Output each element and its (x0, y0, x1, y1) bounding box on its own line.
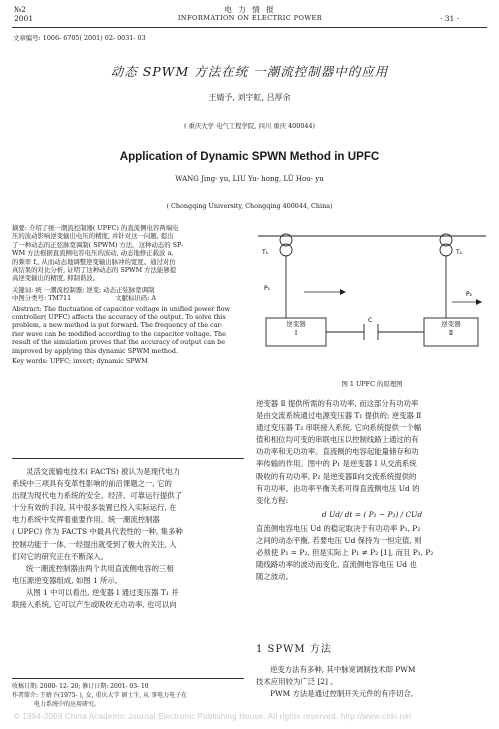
abstract-en-line: problem, a new method is put forward. The frequency of the car- (12, 321, 223, 330)
right-line: 随线路功率的波动而变化, 直流侧电容电压 Ud 也 (256, 560, 417, 570)
intro-line: 电力系统中发挥着重要作用。统一潮流控制器 (12, 515, 160, 525)
abstract-cn-line: 摘要: 介绍了统一潮流控制器( UPFC) 的直流侧电容两端电 (12, 224, 179, 232)
abstract-en-line: Abstract: The fluctuation of capacitor voltage in unified power flow (12, 304, 230, 313)
intro-line: ( UPFC) 作为 FACTS 中最具代表性的一种, 集多种 (12, 527, 183, 537)
right-line: 直流侧电容电压 Ud 的稳定取决于有功功率 P₁, P₂ (256, 523, 421, 533)
intro-line: 十分有效的手段, 其中很多装置已投入实际运行, 在 (12, 503, 177, 513)
section-1-heading: 1 SPWM 方法 (256, 644, 332, 655)
right-line: 率传输的作用。图中的 P₁ 是逆变器 Ⅰ 从交流系统 (256, 459, 417, 469)
section-1-line: 技术应用较为广泛 [2] 。 (256, 677, 338, 687)
footnote-received: 收稿日期: 2000- 12- 20; 修订日期: 2001- 03- 10 (12, 683, 149, 690)
abstract-rule (12, 458, 244, 459)
abstract-cn (12, 224, 244, 366)
right-line: 逆变器 Ⅱ 提供所需的有功功率, 而这部分有功功率 (256, 399, 419, 408)
issue-year: 2001 (14, 14, 34, 23)
right-line: 变化方程: (256, 495, 289, 505)
right-line: 值和相位均可变的串联电压以控制线路上通过的有 (256, 435, 419, 445)
page-number: · 31 · (440, 14, 460, 23)
right-line: 吸收的有功功率, P₂ 是逆变器Ⅱ向交流系统提供的 (256, 471, 417, 481)
clc-number: 中图分类号: TM711 (12, 294, 72, 303)
article-number: 文章编号: 1006- 6705( 2001) 02- 0031- 03 (13, 34, 146, 42)
abstract-cn-line: 真结果的对比分析, 证明了这种动态的 SPWM 方法能够提 (12, 266, 177, 275)
intro-line: 统一潮流控制器由两个共用直流侧电容的三相 (26, 563, 174, 573)
authors-en: WANG Jing- yu, LIU Yu- hong, LÜ Hou- yu (175, 175, 324, 183)
section-1-text (256, 664, 488, 700)
figure-label-inv2: 逆变器 Ⅱ (441, 320, 461, 337)
issue-number: №2 (14, 5, 26, 14)
right-line: 通过变压器 T₂ 串联接入系统, 它向系统提供一个幅 (256, 423, 422, 433)
right-column-text (256, 398, 488, 583)
document-code: 文献标识码: A (115, 294, 157, 303)
abstract-cn-line: 的频率 f,, 从而动态地调整逆变输出脉冲的宽度。通过对仿 (12, 257, 176, 266)
abstract-en-line: controller( UPFC) affects the accuracy of the output. To solve this (12, 313, 226, 322)
right-line: 有功功率。由功率平衡关系可得直流侧电压 Ud 的 (256, 483, 420, 493)
abstract-cn-line: 了一种动态的正弦脉宽调制( SPWM) 方法。这种动态的 SP- (12, 240, 184, 249)
right-line: 是由交流系统通过电源变压器 T₁ 提供的; 逆变器 Ⅱ (256, 411, 422, 421)
intro-line: 灵活交流输电技术( FACTS) 被认为是现代电力 (26, 467, 181, 476)
right-line: 随之波动。 (256, 572, 293, 582)
intro-line: 电压源逆变器组成, 如图 1 所示。 (12, 575, 123, 585)
keywords-cn: 关键词: 统 一潮流控制器; 逆变; 动态正弦脉宽调制 (12, 285, 155, 294)
title-en: Application of Dynamic SPWN Method in UPFC (119, 150, 380, 163)
intro-line: 出现为现代电力系统的安全、经济、可靠运行提供了 (12, 491, 182, 501)
figure-label-t2: T₂ (456, 249, 463, 256)
intro-text (12, 466, 244, 611)
abstract-en-line: rier wave can be modified according to the capacitor voltage. The (12, 329, 226, 338)
figure-label-p2: P₂ (466, 291, 473, 298)
figure-label-p1: P₁ (264, 285, 271, 292)
footnote-author-bio-cont: 电力系统中的应用研究。 (34, 701, 101, 708)
abstract-en-line: result of the simulation proves that the accuracy of output can be (12, 338, 226, 347)
keywords-en: Key words: UPFC; invert; dynamic SPWM (12, 357, 148, 366)
intro-line: 控制功能于一体, 一经提出就受到了极大的关注, 人 (12, 539, 177, 549)
affiliation-en: ( Chongqing University, Chongqing 400044, China) (166, 202, 333, 210)
figure-label-inv1: 逆变器 Ⅰ (286, 320, 306, 337)
abstract-cn-line: 压的波动影响逆变输出电压的精度, 并针对这一问题, 提出 (12, 232, 174, 241)
abstract-cn-line: WM 方法根据直流侧电容电压的波动, 动态地修正载波 a, (12, 249, 174, 258)
intro-line: 们对它的研究正在不断深入。 (12, 551, 109, 561)
right-line: 功功率和无功功率。直流侧的电容起能量储存和功 (256, 447, 419, 457)
copyright-watermark: © 1994-2009 China Academic Journal Electronic Publishing House. All rights reserved. http://www.cnki.net (14, 712, 412, 721)
section-1-line: PWM 方法是通过控制开关元件的有序切合, (270, 689, 414, 699)
intro-line: 联接入系统, 它可以产生或吸收无功功率, 也可以向 (12, 600, 177, 610)
right-line: 之间的动态平衡, 若要电压 Ud 保持为一恒定值, 则 (256, 536, 422, 546)
classification-row (12, 294, 244, 302)
footnote-author-bio: 作者简介: 王婧予(1975- ), 女, 重庆大学 硕士生, 从 事电力电子在 (12, 692, 188, 699)
journal-title-en: INFORMATION ON ELECTRIC POWER (177, 14, 323, 22)
abstract-cn-line: 高逆变输出的精度, 抑制谐波。 (12, 274, 100, 283)
abstract-en-line: improved by applying this dynamic SPWM method. (12, 346, 178, 355)
journal-title-cn: 电 力 情 报 (224, 5, 276, 14)
affiliation-cn: ( 重庆大学 电气工程学院, 四川 重庆 400044) (183, 122, 316, 130)
footnote-rule (12, 678, 244, 679)
section-1-line: 逆变方法有多种, 其中脉宽调制技术即 PWM (270, 665, 416, 674)
header-rule (12, 27, 487, 28)
authors-cn: 王婧予, 刘宇虹, 吕厚余 (208, 93, 291, 102)
equation: d Ud/ dt = ( P₁ − P₂) / CUd (321, 509, 423, 519)
figure-caption: 图 1 UPFC 的原理图 (341, 380, 403, 388)
intro-line: 从图 1 中可以看出, 逆变器 Ⅰ 通过变压器 T₁ 并 (26, 587, 179, 597)
title-cn: 动态 SPWM 方法在统 一潮流控制器中的应用 (110, 64, 389, 79)
upfc-schematic-figure (256, 228, 488, 372)
figure-label-t1: T₁ (262, 249, 269, 256)
right-line: 必须使 P₁ = P₂, 但是实际上 P₁ ≠ P₂ [1], 而且 P₁, P₂ (256, 548, 434, 558)
intro-line: 系统中三项具有变革性影响的前沿课题之一, 它的 (12, 479, 172, 489)
figure-label-c: C (368, 317, 373, 324)
